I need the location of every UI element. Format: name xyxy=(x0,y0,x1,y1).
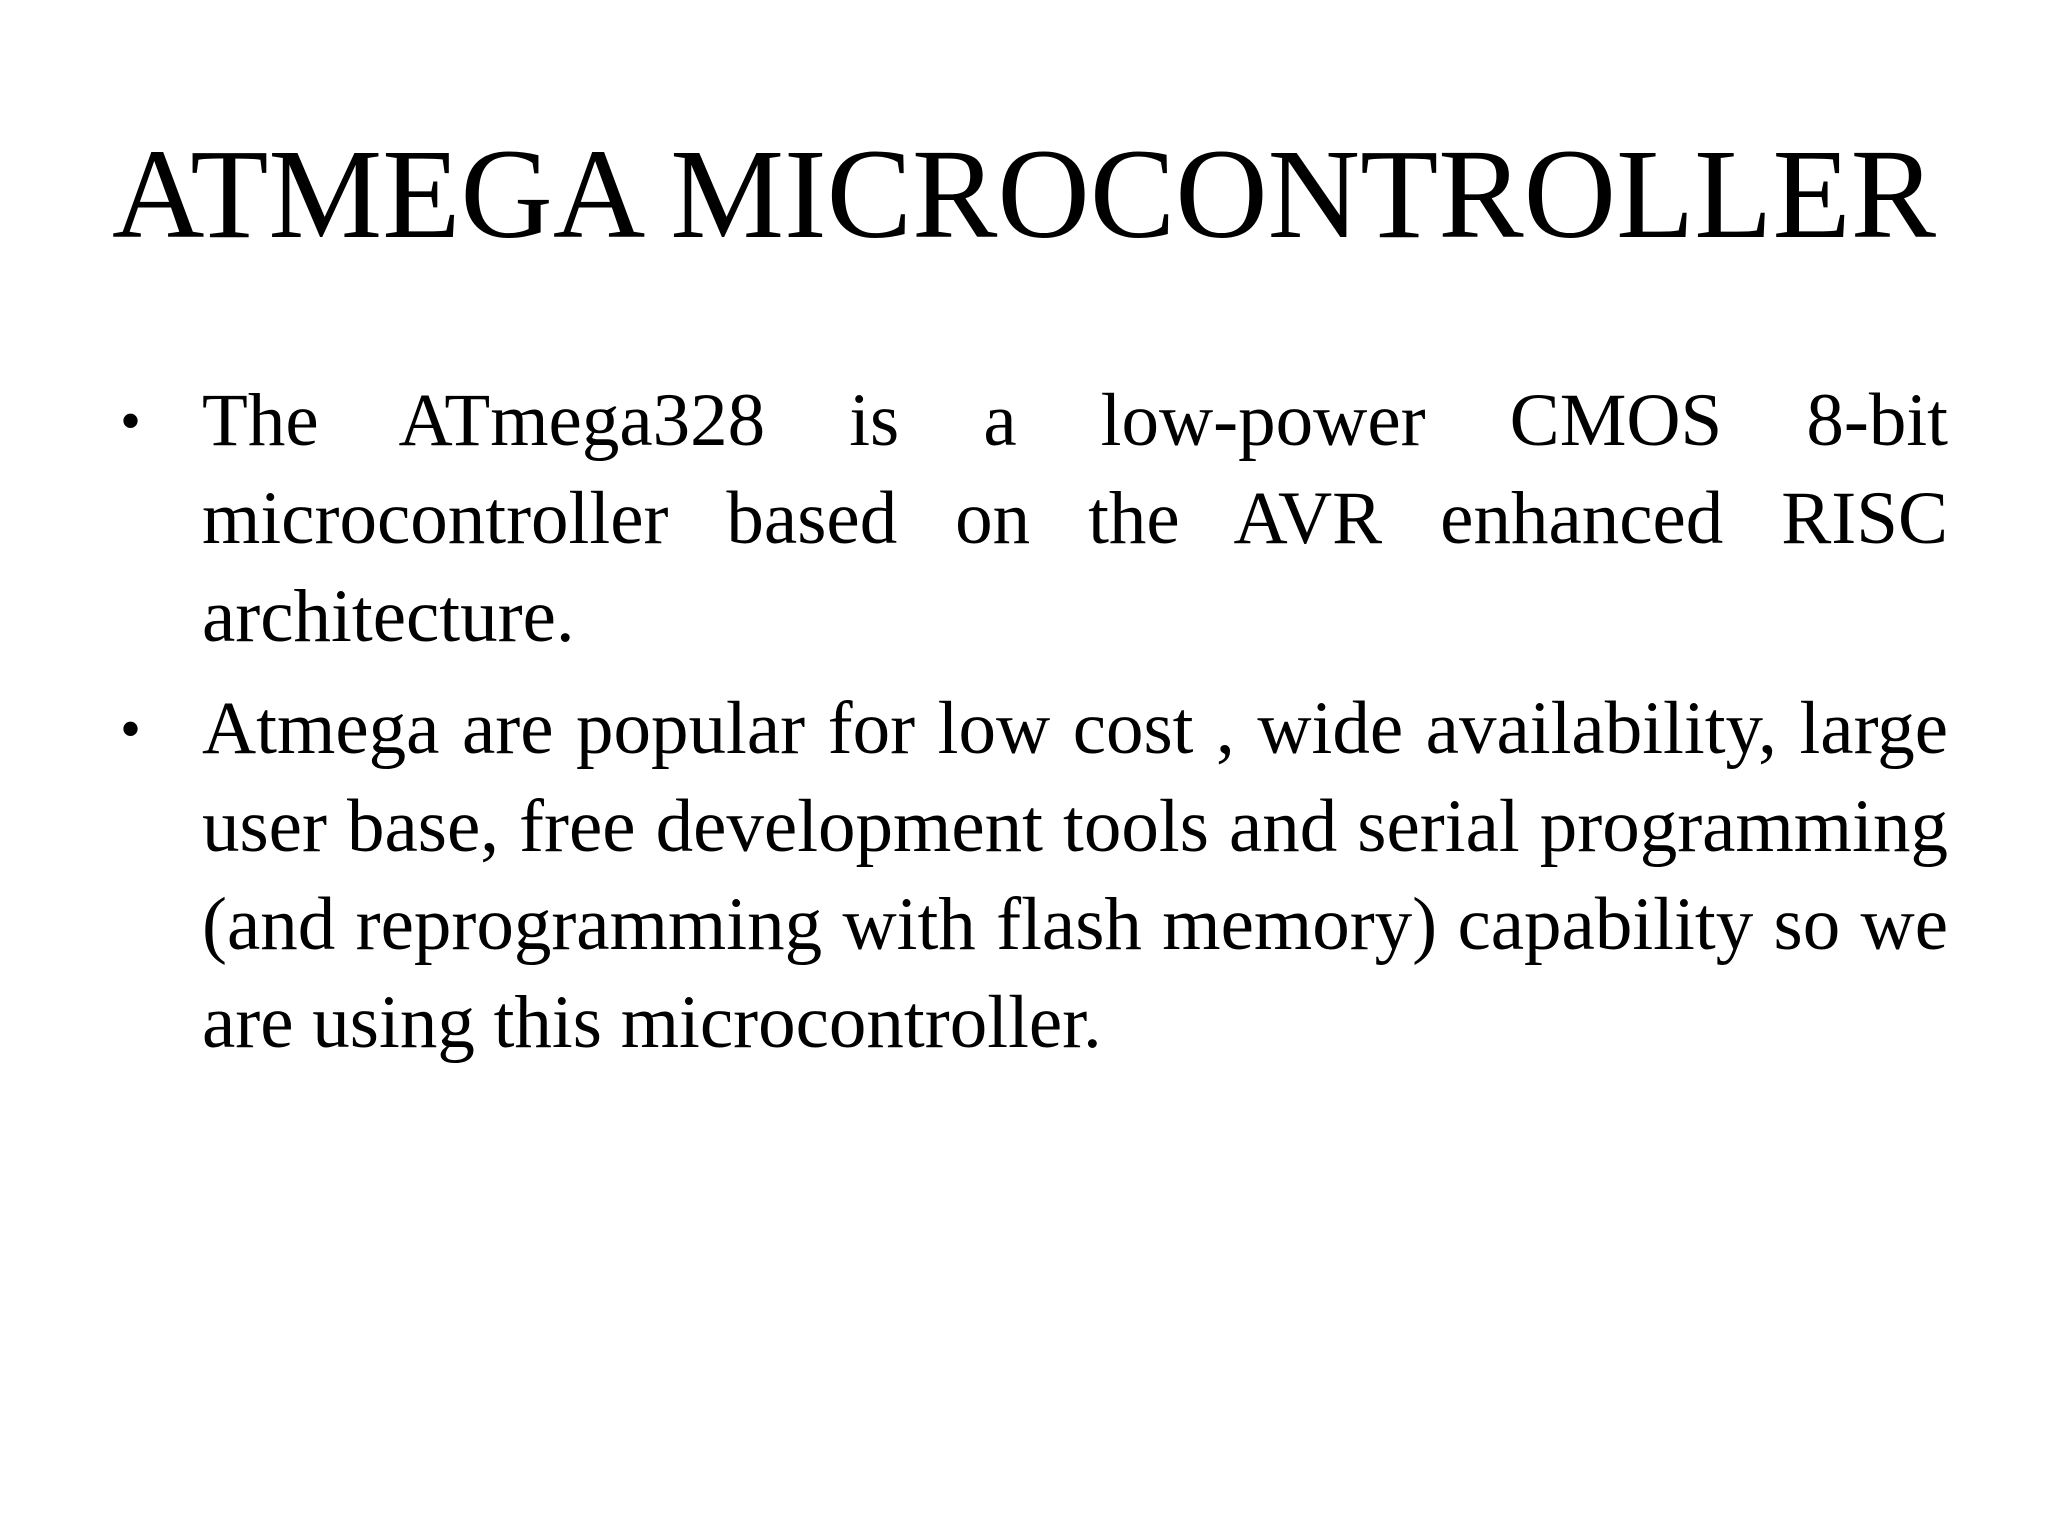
bullet-text: Atmega are popular for low cost , wide availability, large user base, free development tools and serial programming (and reprogramming with flash memory) capability so we are using this microcontroller. xyxy=(202,687,1948,1064)
bullet-item xyxy=(110,372,1948,666)
bullet-marker-icon: • xyxy=(120,388,142,454)
bullet-marker-icon: • xyxy=(120,696,142,762)
bullet-list xyxy=(110,372,1948,1086)
bullet-item xyxy=(110,680,1948,1072)
bullet-text: The ATmega328 is a low-power CMOS 8-bit microcontroller based on the AVR enhanced RISC architecture. xyxy=(202,379,1948,658)
slide-title: ATMEGA MICROCONTROLLER xyxy=(111,123,1937,265)
